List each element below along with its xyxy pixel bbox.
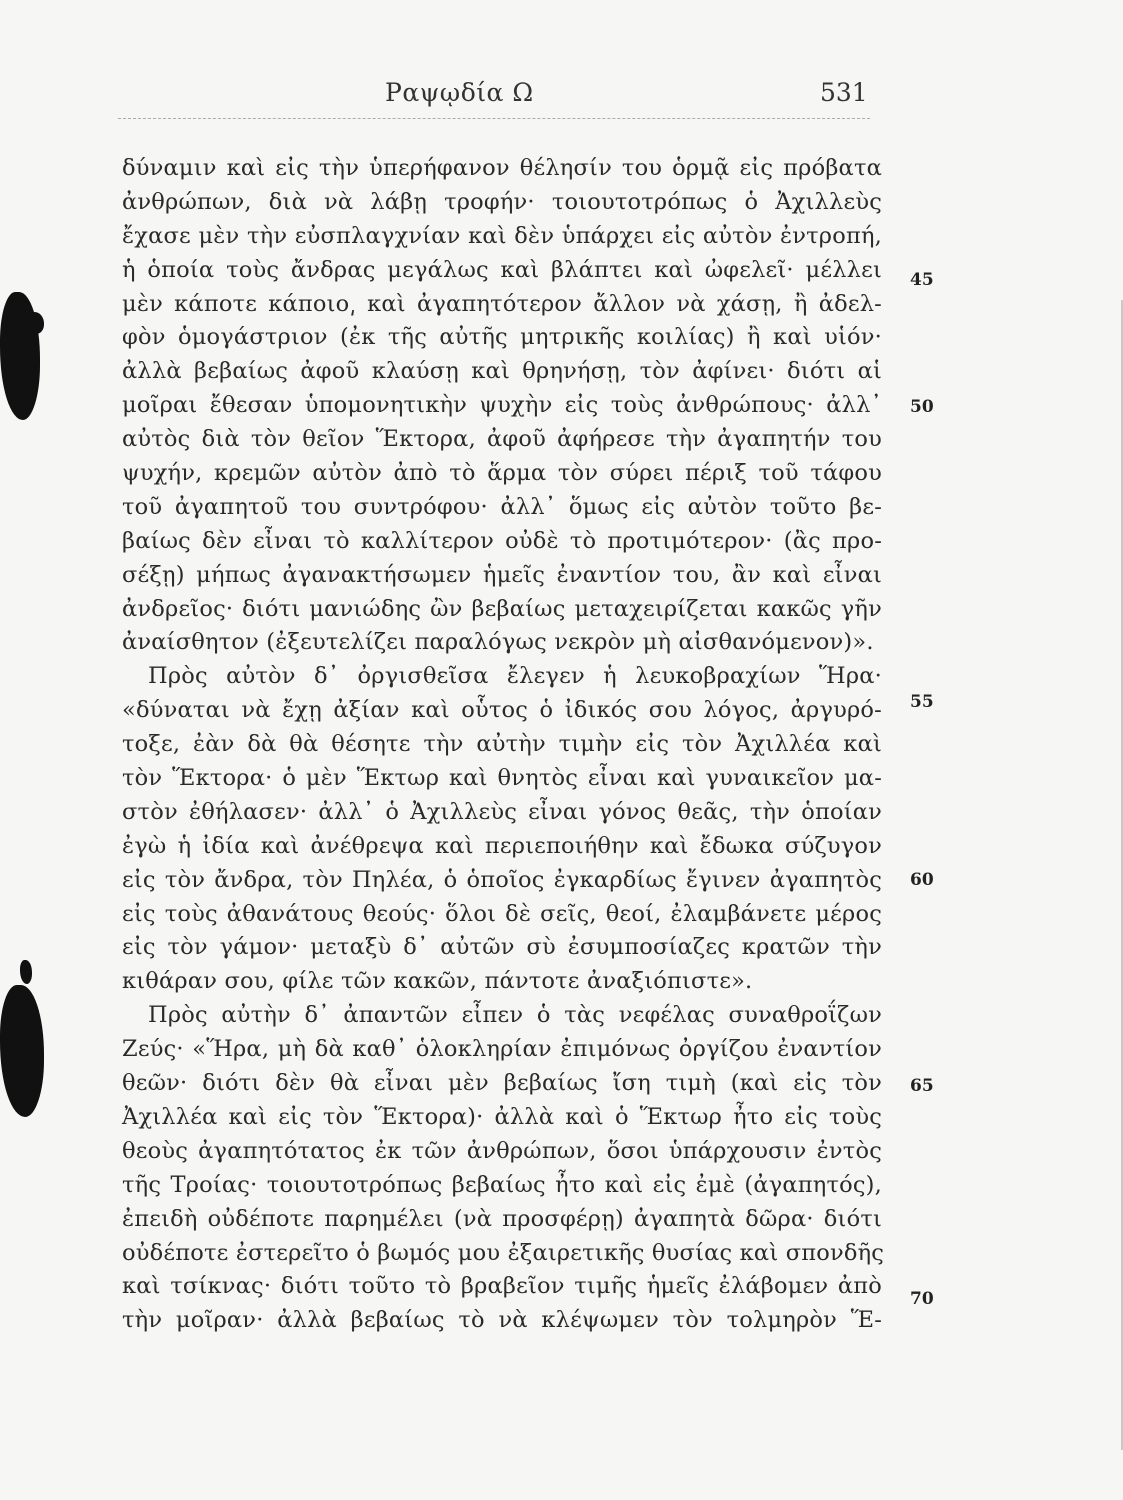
text-line: Ζεύς· «Ἥρα, μὴ δὰ καθ᾽ ὁλοκληρίαν ἐπιμόνως ὀργίζου ἐναντίον <box>122 1036 882 1063</box>
text-line: εἰς τὸν γάμον· μεταξὺ δ᾽ αὐτῶν σὺ ἐσυμποσίαζες κρατῶν τὴν <box>122 934 882 961</box>
text-line: τὸν Ἕκτορα· ὁ μὲν Ἕκτωρ καὶ θνητὸς εἶναι καὶ γυναικεῖον μα- <box>122 765 882 792</box>
ink-blot-lower-small <box>20 960 32 984</box>
line-number: 50 <box>910 397 934 417</box>
page-number: 531 <box>820 78 868 107</box>
running-head <box>0 78 1123 114</box>
text-line: ἀνδρεῖος· διότι μανιώδης ὢν βεβαίως μεταχειρίζεται κακῶς γῆν <box>122 595 882 622</box>
text-line: τοῦ ἀγαπητοῦ του συντρόφου· ἀλλ᾽ ὅμως εἰς αὐτὸν τοῦτο βε- <box>122 493 882 520</box>
text-line: ἔχασε μὲν τὴν εὐσπλαγχνίαν καὶ δὲν ὑπάρχει εἰς αὐτὸν ἐντροπή, <box>122 222 882 249</box>
text-line: μοῖραι ἔθεσαν ὑπομονητικὴν ψυχὴν εἰς τοὺς ἀνθρώπους· ἀλλ᾽ <box>122 392 882 419</box>
text-line: Πρὸς αὐτὸν δ᾽ ὀργισθεῖσα ἔλεγεν ἡ λευκοβραχίων Ἥρα· <box>148 663 882 690</box>
text-line: ἀνθρώπων, διὰ νὰ λάβῃ τροφήν· τοιουτοτρόπως ὁ Ἀχιλλεὺς <box>122 188 882 215</box>
ink-blot-upper-small <box>26 312 44 334</box>
running-title: Ραψῳδία Ω <box>385 78 534 107</box>
body-text <box>122 152 885 1338</box>
text-line: ἡ ὁποία τοὺς ἄνδρας μεγάλως καὶ βλάπτει καὶ ὠφελεῖ· μέλλει <box>122 256 882 283</box>
header-rule <box>118 118 870 125</box>
line-number: 55 <box>910 692 934 712</box>
line-number: 45 <box>910 270 934 290</box>
text-line: βαίως δὲν εἶναι τὸ καλλίτερον οὐδὲ τὸ προτιμότερον· (ἂς προ- <box>122 527 882 554</box>
text-line: κιθάραν σου, φίλε τῶν κακῶν, πάντοτε ἀναξιόπιστε». <box>122 968 753 995</box>
line-number: 60 <box>910 870 934 890</box>
line-number: 65 <box>910 1076 934 1096</box>
text-line: ἐγὼ ἡ ἰδία καὶ ἀνέθρεψα καὶ περιεποιήθην καὶ ἔδωκα σύζυγον <box>122 832 882 859</box>
text-line: τοξε, ἐὰν δὰ θὰ θέσητε τὴν αὐτὴν τιμὴν εἰς τὸν Ἀχιλλέα καὶ <box>122 731 882 758</box>
text-line: ἀναίσθητον (ἐξευτελίζει παραλόγως νεκρὸν μὴ αἰσθανόμενον)». <box>122 629 874 656</box>
text-line: θεοὺς ἀγαπητότατος ἐκ τῶν ἀνθρώπων, ὅσοι ὑπάρχουσιν ἐντὸς <box>122 1137 882 1164</box>
text-line: τὴν μοῖραν· ἀλλὰ βεβαίως τὸ νὰ κλέψωμεν τὸν τολμηρὸν Ἕ- <box>122 1307 882 1334</box>
text-line: «δύναται νὰ ἔχῃ ἀξίαν καὶ οὗτος ὁ ἰδικός σου λόγος, ἀργυρό- <box>122 697 882 724</box>
text-line: ἐπειδὴ οὐδέποτε παρημέλει (νὰ προσφέρῃ) ἀγαπητὰ δῶρα· διότι <box>122 1205 882 1232</box>
text-line: δύναμιν καὶ εἰς τὴν ὑπερήφανον θέλησίν του ὁρμᾷ εἰς πρόβατα <box>122 155 882 181</box>
text-line: θεῶν· διότι δὲν θὰ εἶναι μὲν βεβαίως ἴση τιμὴ (καὶ εἰς τὸν <box>122 1070 882 1097</box>
ink-blot-lower <box>0 985 44 1117</box>
text-line: φὸν ὁμογάστριον (ἐκ τῆς αὐτῆς μητρικῆς κοιλίας) ἢ καὶ υἱόν· <box>122 324 882 351</box>
line-number: 70 <box>910 1289 934 1309</box>
text-line: Πρὸς αὐτὴν δ᾽ ἀπαντῶν εἶπεν ὁ τὰς νεφέλας συναθροΐζων <box>148 1002 882 1029</box>
text-line: μὲν κάποτε κάποιο͵ καὶ ἀγαπητότερον ἄλλον νὰ χάσῃ, ἢ ἀδελ- <box>122 290 882 317</box>
text-line: εἰς τὸν ἄνδρα, τὸν Πηλέα, ὁ ὁποῖος ἐγκαρδίως ἔγινεν ἀγαπητὸς <box>122 866 882 893</box>
text-line: οὐδέποτε ἐστερεῖτο ὁ βωμός μου ἐξαιρετικῆς θυσίας καὶ σπονδῆς <box>122 1239 885 1266</box>
text-line: καὶ τσίκνας· διότι τοῦτο τὸ βραβεῖον τιμῆς ἡμεῖς ἐλάβομεν ἀπὸ <box>122 1273 882 1300</box>
text-line: σέξῃ) μήπως ἀγανακτήσωμεν ἡμεῖς ἐναντίον του, ἂν καὶ εἶναι <box>122 561 882 588</box>
text-line: αὐτὸς διὰ τὸν θεῖον Ἕκτορα, ἀφοῦ ἀφήρεσε τὴν ἀγαπητήν του <box>122 426 882 453</box>
text-line: στὸν ἐθήλασεν· ἀλλ᾽ ὁ Ἀχιλλεὺς εἶναι γόνος θεᾶς, τὴν ὁποίαν <box>122 798 882 825</box>
text-line: τῆς Τροίας· τοιουτοτρόπως βεβαίως ἦτο καὶ εἰς ἐμὲ (ἀγαπητός), <box>122 1171 882 1198</box>
text-line: ψυχήν, κρεμῶν αὐτὸν ἀπὸ τὸ ἅρμα τὸν σύρει πέριξ τοῦ τάφου <box>122 460 882 487</box>
text-line: εἰς τοὺς ἀθανάτους θεούς· ὅλοι δὲ σεῖς, θεοί, ἐλαμβάνετε μέρος <box>122 900 882 927</box>
text-line: Ἀχιλλέα καὶ εἰς τὸν Ἕκτορα)· ἀλλὰ καὶ ὁ Ἕκτωρ ἦτο εἰς τοὺς <box>122 1103 882 1130</box>
text-line: ἀλλὰ βεβαίως ἀφοῦ κλαύσῃ καὶ θρηνήσῃ, τὸν ἀφίνει· διότι αἱ <box>122 358 882 385</box>
